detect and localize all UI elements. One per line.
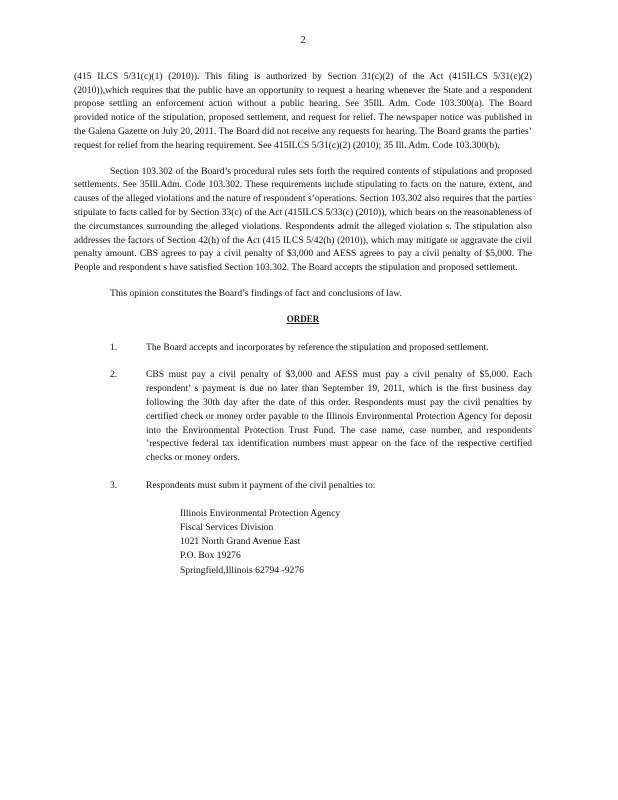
order-item-text: The Board accepts and incorporates by reference the stipulation and proposed settlement.	[146, 341, 489, 353]
order-item-3	[74, 479, 532, 493]
order-item-number: 1.	[110, 341, 118, 353]
address-line: Springfield,Illinois 62794 -9276	[180, 564, 304, 576]
address-line: Fiscal Services Division	[180, 521, 274, 533]
address-line: P.O. Box 19276	[180, 550, 241, 562]
paragraph-section-103-302: Section 103.302 of the Board’s procedural rules sets forth the required contents of stipulations and proposed settlements. See 35Ill.Adm. Code 103.302. These requirements include stipulating to facts on the nature, extent, and causes of the alleged violations and the nature of respondent s’operations. Section 103.302 also requires that the parties stipulate to facts called for by Section 33(c) of the Act (415ILCS 5/33(c) (2010)), which bears on the reasonableness of the circumstances surrounding the alleged violations. Respondents admit the alleged violation s. The stipulation also addresses the factors of Section 42(h) of the Act (415 ILCS 5/42(h) (2010)), which may mitigate or aggravate the civil penalty amount. CBS agrees to pay a civil penalty of $3,000 and AESS agrees to pay a civil penalty of $5,000. The People and respondent s have satisfied Section 103.302. The Board accepts the stipulation and proposed settlement.	[74, 165, 532, 274]
order-item-text: Respondents must subm it payment of the civil penalties to:	[146, 479, 376, 491]
order-item-number: 2.	[110, 369, 118, 381]
address-line: Illinois Environmental Protection Agency	[180, 507, 341, 519]
order-item-2	[74, 368, 532, 465]
order-item-number: 3.	[110, 479, 118, 491]
findings-line: This opinion constitutes the Board’s findings of fact and conclusions of law.	[110, 287, 402, 299]
order-item-1	[74, 341, 532, 355]
paragraph-hearing: (415 ILCS 5/31(c)(1) (2010)). This filing is authorized by Section 31(c)(2) of the Act (415ILCS 5/31(c)(2) (2010)),which requires that the public have an opportunity to request a hearing whenever the State and a respondent propose settling an enforcement action without a public hearing. See 35Ill. Adm. Code 103.300(a). The Board provided notice of the stipulation, proposed settlement, and request for relief. The newspaper notice was published in the Galena Gazette on July 20, 2011. The Board did not receive any requests for hearing. The Board grants the parties’ request for relief from the hearing requirement. See 415ILCS 5/31(c)(2) (2010); 35 Ill. Adm. Code 103.300(b).	[74, 70, 532, 151]
order-item-text: CBS must pay a civil penalty of $3,000 and AESS must pay a civil penalty of $5,000. Each respondent’ s payment is due no later than September 19, 2011, which is the first business day following the 30th day after the date of this order. Respondents must pay the civil penalties by certified check or money order payable to the Illinois Environmental Protection Agency for deposit into the Environmental Protection Trust Fund. The case name, case number, and respondents ’respective federal tax identification numbers must appear on the face of the respective certified checks or money orders.	[146, 369, 532, 464]
order-heading: ORDER	[286, 313, 320, 324]
payment-address	[180, 507, 532, 578]
address-line: 1021 North Grand Avenue East	[180, 536, 301, 548]
page-number: 2	[300, 34, 306, 46]
